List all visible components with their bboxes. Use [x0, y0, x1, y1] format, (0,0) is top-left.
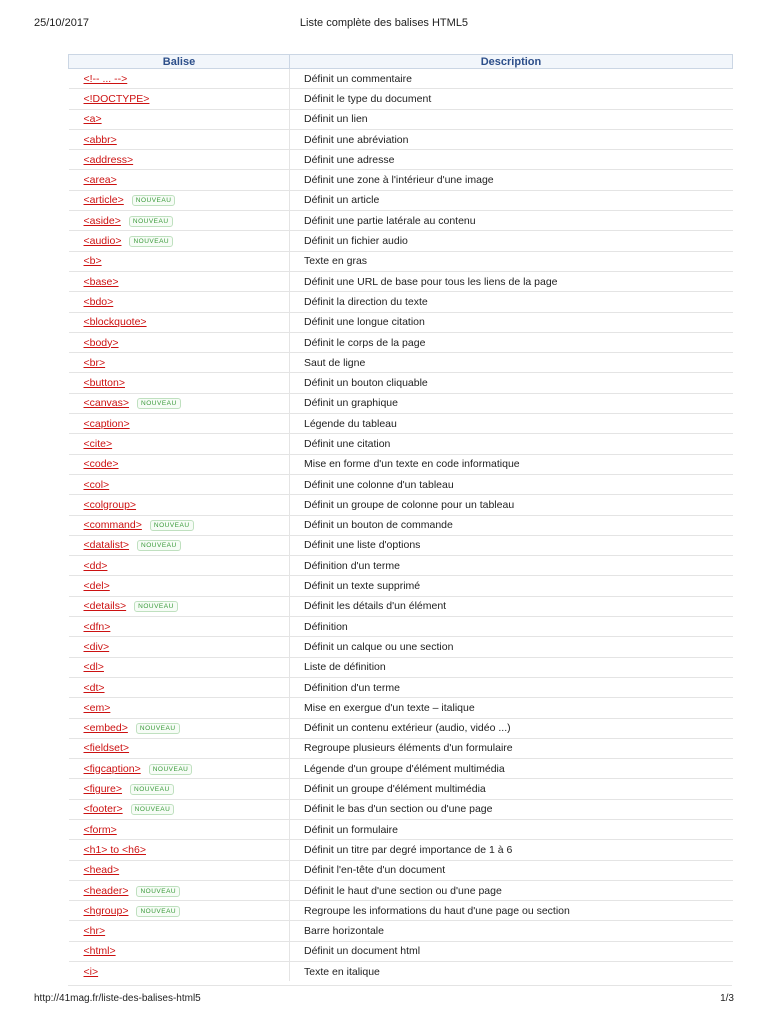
description-cell: Définit un article — [290, 190, 733, 210]
tag-cell — [69, 393, 290, 413]
tag-cell — [69, 495, 290, 515]
tag-cell — [69, 89, 290, 109]
table-row — [69, 109, 733, 129]
description-cell: Définition d'un terme — [290, 556, 733, 576]
description-cell: Définit une citation — [290, 434, 733, 454]
tag-cell — [69, 211, 290, 231]
tag-link[interactable]: <audio> — [83, 235, 122, 248]
description-cell: Définit un groupe d'élément multimédia — [290, 779, 733, 799]
tag-cell — [69, 353, 290, 373]
tag-link[interactable]: <base> — [83, 275, 119, 288]
description-cell: Saut de ligne — [290, 353, 733, 373]
new-badge: NOUVEAU — [137, 398, 181, 409]
tag-link[interactable]: <cite> — [83, 437, 113, 450]
description-cell: Définit le bas d'un section ou d'une page — [290, 799, 733, 819]
tag-link[interactable]: <button> — [83, 377, 125, 390]
tag-link[interactable]: <html> — [83, 945, 116, 958]
tag-cell — [69, 576, 290, 596]
description-cell: Légende du tableau — [290, 414, 733, 434]
description-cell: Barre horizontale — [290, 921, 733, 941]
tag-link[interactable]: <hr> — [83, 925, 106, 938]
description-cell: Regroupe les informations du haut d'une page ou section — [290, 901, 733, 921]
new-badge: NOUVEAU — [134, 601, 178, 612]
description-cell: Définit un formulaire — [290, 819, 733, 839]
tag-cell — [69, 69, 290, 89]
tag-cell — [69, 901, 290, 921]
table-row — [69, 454, 733, 474]
tag-cell — [69, 414, 290, 434]
tag-link[interactable]: <a> — [83, 113, 102, 126]
table-row — [69, 901, 733, 921]
description-cell: Définit le haut d'une section ou d'une page — [290, 880, 733, 900]
footer-url: http://41mag.fr/liste-des-balises-html5 — [34, 993, 201, 1004]
tag-link[interactable]: <figcaption> — [83, 762, 141, 775]
tag-link[interactable]: <dfn> — [83, 620, 111, 633]
description-cell: Définit les détails d'un élément — [290, 596, 733, 616]
tag-link[interactable]: <aside> — [83, 214, 121, 227]
tag-link[interactable]: <article> — [83, 194, 124, 207]
table-row — [69, 251, 733, 271]
table-header-row — [69, 55, 733, 69]
table-row — [69, 677, 733, 697]
tag-cell — [69, 190, 290, 210]
tag-link[interactable]: <div> — [83, 640, 110, 653]
table-row — [69, 495, 733, 515]
table-row — [69, 211, 733, 231]
tag-cell — [69, 292, 290, 312]
table-row — [69, 353, 733, 373]
description-cell: Définit un graphique — [290, 393, 733, 413]
table-row — [69, 941, 733, 961]
tag-link[interactable]: <caption> — [83, 417, 130, 430]
tag-cell — [69, 819, 290, 839]
table-row — [69, 556, 733, 576]
tag-link[interactable]: <blockquote> — [83, 316, 147, 329]
tag-cell — [69, 434, 290, 454]
table-row — [69, 819, 733, 839]
description-cell: Définit un document html — [290, 941, 733, 961]
table-row — [69, 434, 733, 454]
page-title: Liste complète des balises HTML5 — [299, 17, 469, 29]
table-row — [69, 474, 733, 494]
tag-cell — [69, 779, 290, 799]
tag-cell — [69, 677, 290, 697]
tag-link[interactable]: <em> — [83, 701, 111, 714]
description-cell: Légende d'un groupe d'élément multimédia — [290, 759, 733, 779]
tag-link[interactable]: <dl> — [83, 661, 104, 674]
table-row — [69, 759, 733, 779]
description-cell: Définit une abréviation — [290, 129, 733, 149]
table-row — [69, 799, 733, 819]
description-cell: Définit un titre par degré importance de 1 à 6 — [290, 840, 733, 860]
tag-cell — [69, 515, 290, 535]
table-row — [69, 271, 733, 291]
description-cell: Définit un commentaire — [290, 69, 733, 89]
description-cell: Mise en exergue d'un texte – italique — [290, 698, 733, 718]
new-badge: NOUVEAU — [132, 195, 176, 206]
tag-link[interactable]: <col> — [83, 478, 110, 491]
new-badge: NOUVEAU — [130, 784, 174, 795]
tag-cell — [69, 759, 290, 779]
new-badge: NOUVEAU — [149, 764, 193, 775]
tag-cell — [69, 921, 290, 941]
new-badge: NOUVEAU — [150, 520, 194, 531]
tag-link[interactable]: <dt> — [83, 681, 105, 694]
table-row — [69, 657, 733, 677]
description-cell: Définit une partie latérale au contenu — [290, 211, 733, 231]
column-header-description: Description — [290, 55, 733, 69]
tag-cell — [69, 332, 290, 352]
table-row — [69, 880, 733, 900]
description-cell: Définition — [290, 617, 733, 637]
description-cell: Liste de définition — [290, 657, 733, 677]
description-cell: Définit le corps de la page — [290, 332, 733, 352]
description-cell: Définit une URL de base pour tous les liens de la page — [290, 271, 733, 291]
table-body — [69, 69, 733, 982]
description-cell: Définit un texte supprimé — [290, 576, 733, 596]
tag-link[interactable]: <colgroup> — [83, 498, 137, 511]
tag-link[interactable]: <embed> — [83, 722, 128, 735]
tag-link[interactable]: <dd> — [83, 559, 108, 572]
tag-link[interactable]: <!-- ... --> — [83, 72, 128, 85]
tag-cell — [69, 962, 290, 982]
table-row — [69, 170, 733, 190]
tag-link[interactable]: <details> — [83, 600, 127, 613]
tag-cell — [69, 129, 290, 149]
table-row — [69, 921, 733, 941]
tag-link[interactable]: <body> — [83, 336, 119, 349]
new-badge: NOUVEAU — [136, 886, 180, 897]
new-badge: NOUVEAU — [131, 804, 175, 815]
table-row — [69, 312, 733, 332]
table-row — [69, 962, 733, 982]
tag-link[interactable]: <area> — [83, 174, 117, 187]
table-row — [69, 150, 733, 170]
description-cell: Définit l'en-tête d'un document — [290, 860, 733, 880]
tag-cell — [69, 880, 290, 900]
description-cell: Définition d'un terme — [290, 677, 733, 697]
tag-cell — [69, 251, 290, 271]
description-cell: Définit une zone à l'intérieur d'une image — [290, 170, 733, 190]
new-badge: NOUVEAU — [136, 723, 180, 734]
tag-cell — [69, 617, 290, 637]
table-row — [69, 718, 733, 738]
tag-link[interactable]: <!DOCTYPE> — [83, 92, 150, 105]
tag-link[interactable]: <fieldset> — [83, 742, 130, 755]
tag-link[interactable]: <del> — [83, 580, 110, 593]
description-cell: Définit un contenu extérieur (audio, vidéo ...) — [290, 718, 733, 738]
new-badge: NOUVEAU — [129, 236, 173, 247]
tag-link[interactable]: <bdo> — [83, 295, 114, 308]
tag-cell — [69, 535, 290, 555]
table-row — [69, 515, 733, 535]
description-cell: Définit le type du document — [290, 89, 733, 109]
table-row — [69, 332, 733, 352]
tag-link[interactable]: <b> — [83, 255, 102, 268]
tag-link[interactable]: <header> — [83, 884, 129, 897]
tag-cell — [69, 941, 290, 961]
description-cell: Définit une colonne d'un tableau — [290, 474, 733, 494]
tag-link[interactable]: <canvas> — [83, 397, 130, 410]
table-row — [69, 596, 733, 616]
description-cell: Définit une longue citation — [290, 312, 733, 332]
tag-link[interactable]: <address> — [83, 153, 134, 166]
table-row — [69, 779, 733, 799]
tag-cell — [69, 454, 290, 474]
table-row — [69, 840, 733, 860]
tag-link[interactable]: <code> — [83, 458, 119, 471]
table-row — [69, 414, 733, 434]
tag-link[interactable]: <figure> — [83, 783, 123, 796]
new-badge: NOUVEAU — [129, 216, 173, 227]
table-row — [69, 637, 733, 657]
tag-cell — [69, 556, 290, 576]
tag-cell — [69, 738, 290, 758]
tag-cell — [69, 150, 290, 170]
description-cell: Définit un bouton cliquable — [290, 373, 733, 393]
description-cell: Définit un fichier audio — [290, 231, 733, 251]
tag-cell — [69, 637, 290, 657]
description-cell: Définit un bouton de commande — [290, 515, 733, 535]
print-date: 25/10/2017 — [34, 17, 90, 29]
tag-cell — [69, 231, 290, 251]
tag-link[interactable]: <head> — [83, 864, 120, 877]
tag-link[interactable]: <footer> — [83, 803, 123, 816]
page-number: 1/3 — [720, 993, 734, 1004]
tag-cell — [69, 373, 290, 393]
table-row — [69, 535, 733, 555]
tag-cell — [69, 860, 290, 880]
table-row — [69, 373, 733, 393]
table-row — [69, 576, 733, 596]
description-cell: Texte en gras — [290, 251, 733, 271]
tag-cell — [69, 799, 290, 819]
new-badge: NOUVEAU — [137, 540, 181, 551]
table-row — [69, 617, 733, 637]
table-row — [69, 190, 733, 210]
description-cell: Définit une adresse — [290, 150, 733, 170]
tag-cell — [69, 840, 290, 860]
table-row — [69, 69, 733, 89]
tag-link[interactable]: <datalist> — [83, 539, 130, 552]
new-badge: NOUVEAU — [136, 906, 180, 917]
table-row — [69, 89, 733, 109]
column-header-balise: Balise — [69, 55, 290, 69]
tag-link[interactable]: <i> — [83, 965, 99, 978]
tag-cell — [69, 698, 290, 718]
description-cell: Mise en forme d'un texte en code informatique — [290, 454, 733, 474]
tag-cell — [69, 312, 290, 332]
tag-cell — [69, 596, 290, 616]
description-cell: Définit un lien — [290, 109, 733, 129]
table-row — [69, 129, 733, 149]
table-bottom-rule — [68, 985, 732, 986]
tag-link[interactable]: <form> — [83, 823, 117, 836]
description-cell: Définit un calque ou une section — [290, 637, 733, 657]
tag-cell — [69, 271, 290, 291]
tag-link[interactable]: <h1> to <h6> — [83, 843, 146, 856]
tag-cell — [69, 109, 290, 129]
tag-cell — [69, 474, 290, 494]
tag-cell — [69, 170, 290, 190]
table-row — [69, 292, 733, 312]
table-row — [69, 393, 733, 413]
tag-link[interactable]: <abbr> — [83, 133, 117, 146]
tag-cell — [69, 718, 290, 738]
description-cell: Regroupe plusieurs éléments d'un formulaire — [290, 738, 733, 758]
tag-link[interactable]: <hgroup> — [83, 904, 129, 917]
tag-link[interactable]: <command> — [83, 519, 142, 532]
description-cell: Définit une liste d'options — [290, 535, 733, 555]
html-tags-table — [68, 54, 733, 981]
table-row — [69, 738, 733, 758]
table-row — [69, 698, 733, 718]
description-cell: Définit la direction du texte — [290, 292, 733, 312]
description-cell: Texte en italique — [290, 962, 733, 982]
description-cell: Définit un groupe de colonne pour un tableau — [290, 495, 733, 515]
tag-cell — [69, 657, 290, 677]
table-row — [69, 231, 733, 251]
tag-link[interactable]: <br> — [83, 356, 106, 369]
table-row — [69, 860, 733, 880]
